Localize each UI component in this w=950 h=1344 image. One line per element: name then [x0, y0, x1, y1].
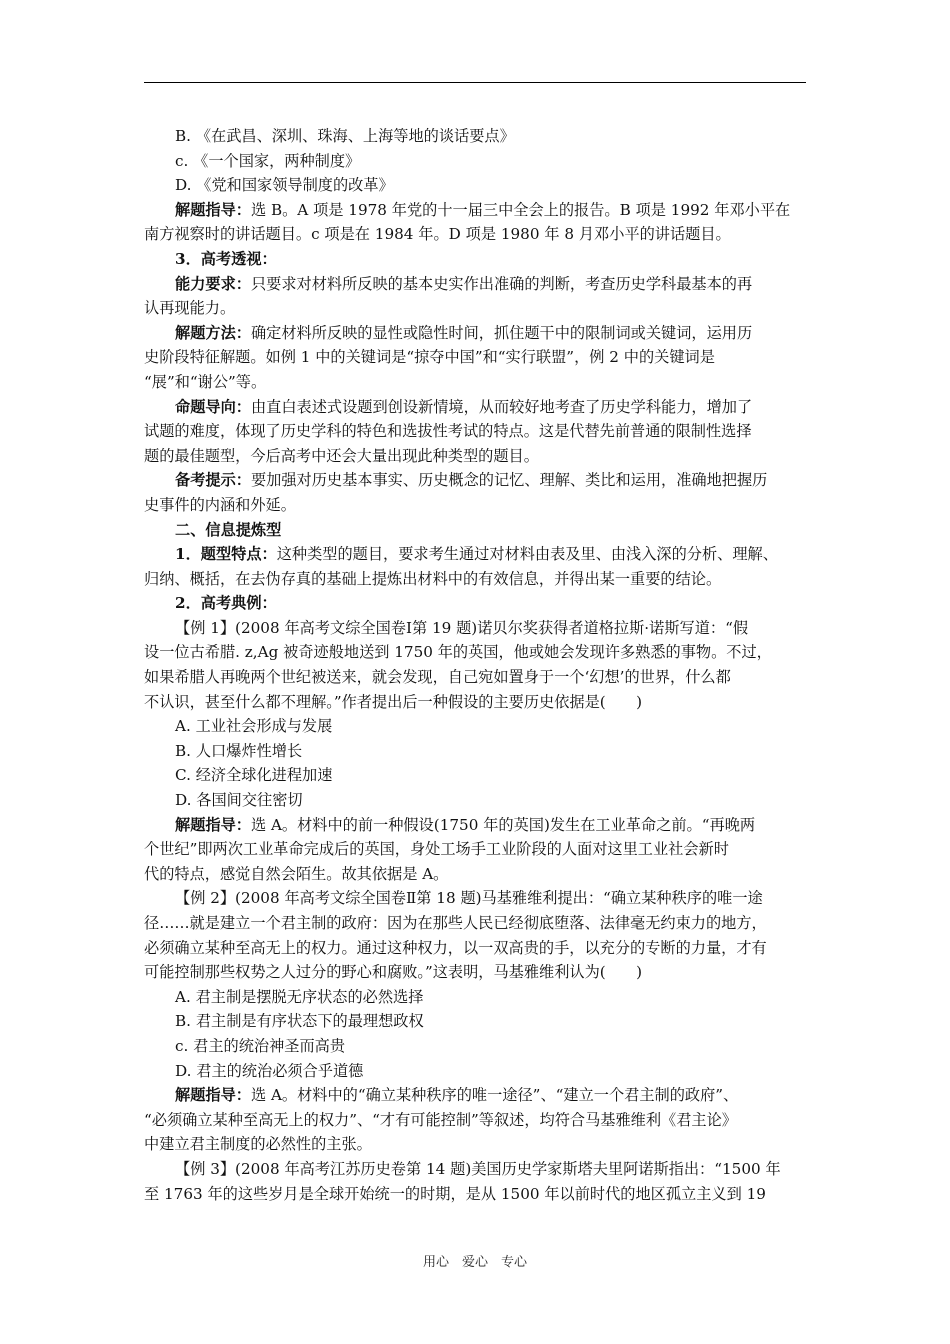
text-line: [144, 444, 808, 469]
line-text: 代的特点，感觉自然会陌生。故其依据是 A。: [144, 864, 449, 883]
line-text: A. 工业社会形成与发展: [175, 717, 333, 736]
text-line: [144, 886, 808, 911]
line-text: 【例 3】(2008 年高考江苏历史卷第 14 题)美国历史学家斯塔夫里阿诺斯指出：“1500 年: [175, 1159, 781, 1178]
text-line: [144, 198, 808, 223]
bold-label: 解题方法：: [175, 323, 251, 342]
bold-label: 解题指导：: [175, 1086, 251, 1105]
text-line: [144, 837, 808, 862]
bold-label: 3．高考透视：: [175, 249, 277, 268]
text-line: [144, 1009, 808, 1034]
text-line: [144, 345, 808, 370]
line-text: 由直白表述式设题到创设新情境，从而较好地考查了历史学科能力，增加了: [250, 397, 753, 416]
line-text: D. 君主的统治必须合乎道德: [175, 1061, 364, 1080]
line-text: 史阶段特征解题。如例 1 中的关键词是“掠夺中国”和“实行联盟”，例 2 中的关键词是: [144, 348, 715, 367]
bold-label: 1．题型特点：: [175, 545, 277, 564]
text-line: [144, 960, 808, 985]
line-text: 南方视察时的讲话题目。c 项是在 1984 年。D 项是 1980 年 8 月邓小平的讲话题目。: [144, 225, 731, 244]
text-line: [144, 1132, 808, 1157]
line-text: 要加强对历史基本事实、历史概念的记忆、理解、类比和运用，准确地把握历: [250, 471, 768, 490]
line-text: 选 A。材料中的“确立某种秩序的唯一途径”、“建立一个君主制的政府”、: [250, 1086, 739, 1105]
bold-label: 备考提示：: [175, 471, 251, 490]
header-rule: [144, 82, 806, 83]
text-line: [144, 173, 808, 198]
line-text: 径……就是建立一个君主制的政府：因为在那些人民已经彻底堕落、法律毫无约束力的地方，: [144, 914, 767, 932]
text-line: [144, 493, 808, 518]
text-line: [144, 468, 808, 493]
line-text: C. 经济全球化进程加速: [175, 766, 333, 785]
text-line: [144, 936, 808, 961]
text-line: [144, 1182, 808, 1207]
text-line: [144, 1083, 808, 1108]
line-text: B. 君主制是有序状态下的最理想政权: [175, 1012, 424, 1031]
text-line: [144, 911, 808, 936]
text-line: [144, 518, 808, 543]
line-text: D. 《党和国家领导制度的改革》: [175, 176, 394, 195]
line-text: c. 《一个国家，两种制度》: [175, 151, 361, 170]
text-line: [144, 542, 808, 567]
line-text: B. 《在武昌、深圳、珠海、上海等地的谈话要点》: [175, 127, 515, 145]
line-text: A. 君主制是摆脱无序状态的必然选择: [175, 987, 424, 1006]
text-line: [144, 1034, 808, 1059]
bold-label: 2．高考典例：: [175, 594, 277, 613]
line-text: 可能控制那些权势之人过分的野心和腐败。”这表明，马基雅维利认为( ): [144, 963, 643, 982]
text-line: [144, 763, 808, 788]
line-text: 不认识，甚至什么都不理解。”作者提出后一种假设的主要历史依据是( ): [144, 692, 643, 711]
page-footer: 用心 爱心 专心: [422, 1255, 527, 1270]
line-text: “必须确立某种至高无上的权力”、“才有可能控制”等叙述，均符合马基雅维利《君主论》: [144, 1110, 737, 1129]
text-line: [144, 395, 808, 420]
document-body: [144, 124, 808, 1206]
text-line: [144, 222, 808, 247]
bold-label: 解题指导：: [175, 200, 251, 219]
line-text: 如果希腊人再晚两个世纪被送来，就会发现，自己宛如置身于一个‘幻想’的世界，什么都: [144, 668, 731, 687]
text-line: [144, 321, 808, 346]
text-line: [144, 616, 808, 641]
line-text: 至 1763 年的这些岁月是全球开始统一的时期，是从 1500 年以前时代的地区孤立主义到 19: [144, 1184, 766, 1203]
line-text: 归纳、概括，在去伪存真的基础上提炼出材料中的有效信息，并得出某一重要的结论。: [144, 569, 722, 588]
text-line: [144, 985, 808, 1010]
text-line: [144, 567, 808, 592]
line-text: 选 B。A 项是 1978 年党的十一届三中全会上的报告。B 项是 1992 年邓小平在: [250, 200, 791, 219]
bold-label: 命题导向：: [175, 397, 251, 416]
line-text: 中建立君主制度的必然性的主张。: [144, 1135, 372, 1154]
line-text: “展”和“谢公”等。: [144, 372, 267, 391]
line-text: 选 A。材料中的前一种假设(1750 年的英国)发生在工业革命之前。“再晚两: [250, 815, 756, 834]
text-line: [144, 739, 808, 764]
line-text: 个世纪”即两次工业革命完成后的英国，身处工场手工业阶段的人面对这里工业社会新时: [144, 840, 729, 859]
line-text: 【例 2】(2008 年高考文综全国卷Ⅱ第 18 题)马基雅维利提出：“确立某种秩序的唯一途: [175, 889, 763, 908]
text-line: [144, 419, 808, 444]
bold-label: 解题指导：: [175, 815, 251, 834]
bold-label: 二、信息提炼型: [175, 520, 282, 539]
text-line: [144, 640, 808, 665]
text-line: [144, 665, 808, 690]
line-text: 【例 1】(2008 年高考文综全国卷Ⅰ第 19 题)诺贝尔奖获得者道格拉斯·诺斯写道：“假: [175, 618, 749, 637]
text-line: [144, 1059, 808, 1084]
line-text: 只要求对材料所反映的基本史实作出准确的判断，考查历史学科最基本的再: [250, 274, 753, 293]
text-line: [144, 788, 808, 813]
line-text: 试题的难度，体现了历史学科的特色和选拔性考试的特点。这是代替先前普通的限制性选择: [144, 422, 752, 441]
line-text: 必须确立某种至高无上的权力。通过这种权力，以一双高贵的手，以充分的专断的力量，才有: [144, 938, 767, 957]
text-line: [144, 272, 808, 297]
line-text: B. 人口爆炸性增长: [175, 741, 303, 760]
text-line: [144, 862, 808, 887]
line-text: 设一位古希腊. z,Ag 被奇迹般地送到 1750 年的英国，他或她会发现许多熟悉的事物。不过，: [144, 643, 772, 662]
text-line: [144, 813, 808, 838]
text-line: [144, 370, 808, 395]
text-line: [144, 714, 808, 739]
line-text: 确定材料所反映的显性或隐性时间，抓住题干中的限制词或关键词，运用历: [250, 323, 753, 342]
line-text: 认再现能力。: [144, 299, 236, 318]
line-text: 这种类型的题目，要求考生通过对材料由表及里、由浅入深的分析、理解、: [276, 545, 778, 564]
text-line: [144, 247, 808, 272]
text-line: [144, 1157, 808, 1182]
line-text: c. 君主的统治神圣而高贵: [175, 1036, 346, 1055]
text-line: [144, 124, 808, 149]
text-line: [144, 690, 808, 715]
text-line: [144, 296, 808, 321]
text-line: [144, 1108, 808, 1133]
text-line: [144, 149, 808, 174]
line-text: D. 各国间交往密切: [175, 791, 303, 810]
text-line: [144, 591, 808, 616]
line-text: 史事件的内涵和外延。: [144, 495, 296, 514]
line-text: 题的最佳题型，今后高考中还会大量出现此种类型的题目。: [144, 446, 539, 465]
bold-label: 能力要求：: [175, 274, 251, 293]
